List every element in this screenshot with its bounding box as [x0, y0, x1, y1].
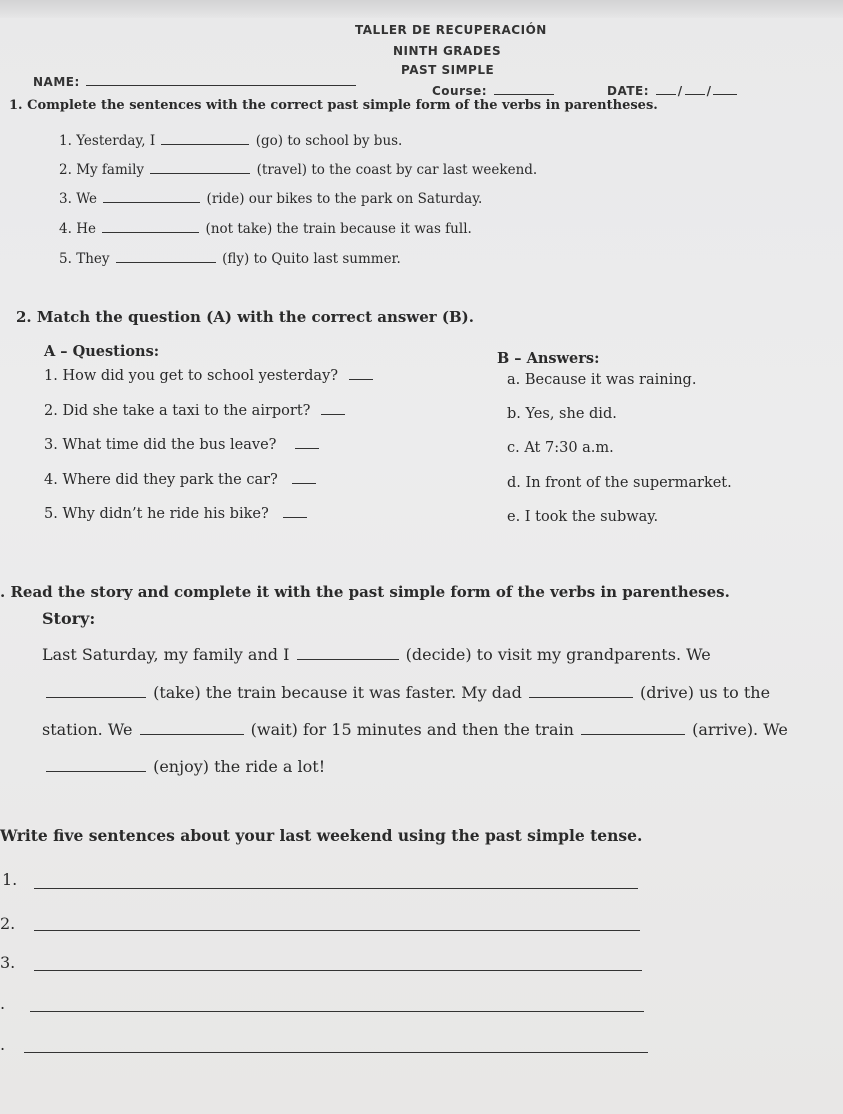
item-text-after: (go) to school by bus.: [255, 133, 403, 149]
answer-blank[interactable]: [116, 261, 216, 263]
item-text-before: My family: [76, 162, 145, 178]
writing-line-num-1: 1.: [2, 870, 18, 889]
answer-c: c. At 7:30 a.m.: [507, 440, 614, 456]
section1-instruction: 1. Complete the sentences with the correct past simple form of the verbs in parentheses.: [9, 98, 658, 113]
story-blank[interactable]: [46, 770, 146, 772]
s1-item-2: [59, 162, 537, 178]
story-line-3: [42, 720, 788, 739]
s1-item-3: [59, 191, 482, 207]
story-blank[interactable]: [140, 733, 244, 735]
item-number: 5.: [59, 251, 72, 267]
s1-item-4: [59, 221, 472, 237]
question-3: [44, 437, 321, 453]
name-label: NAME:: [33, 75, 80, 89]
match-blank[interactable]: [349, 378, 373, 380]
date-month-blank[interactable]: [685, 93, 705, 95]
item-text-after: (ride) our bikes to the park on Saturday.: [206, 191, 483, 207]
story-blank[interactable]: [297, 658, 399, 660]
story-blank[interactable]: [529, 696, 633, 698]
item-number: 3.: [59, 191, 72, 207]
item-text-before: He: [76, 221, 96, 237]
answer-blank[interactable]: [102, 231, 199, 233]
section3-instruction: . Read the story and complete it with the past simple form of the verbs in parentheses.: [0, 583, 730, 601]
story-text: (wait) for 15 minutes and then the train: [250, 720, 574, 739]
answers-column-title: B – Answers:: [497, 350, 600, 367]
question-1: [44, 368, 375, 384]
story-label: Story:: [42, 609, 96, 628]
date-field-row[interactable]: DATE: / /: [607, 84, 739, 98]
story-text: station. We: [42, 720, 133, 739]
match-blank[interactable]: [321, 413, 345, 415]
answer-a: a. Because it was raining.: [507, 372, 697, 388]
date-day-blank[interactable]: [656, 93, 676, 95]
date-label: DATE:: [607, 84, 649, 98]
story-line-2: [44, 683, 770, 702]
writing-line-4[interactable]: [30, 1011, 644, 1012]
course-blank[interactable]: [494, 93, 554, 95]
writing-line-1[interactable]: [34, 888, 638, 889]
story-text: (enjoy) the ride a lot!: [153, 757, 326, 776]
writing-line-2[interactable]: [34, 930, 640, 931]
item-text-before: They: [76, 251, 110, 267]
writing-line-num-2: 2.: [0, 914, 16, 933]
item-number: 1.: [59, 133, 72, 149]
story-text: (decide) to visit my grandparents. We: [405, 645, 711, 664]
answer-d: d. In front of the supermarket.: [507, 475, 732, 491]
question-2: [44, 403, 347, 419]
match-blank[interactable]: [283, 516, 307, 518]
answer-blank[interactable]: [103, 201, 200, 203]
item-number: 4.: [59, 221, 72, 237]
story-line-4: [44, 757, 325, 776]
question-5: [44, 506, 309, 522]
worksheet-title: TALLER DE RECUPERACIÓN: [355, 23, 547, 37]
answer-e: e. I took the subway.: [507, 509, 659, 525]
story-text: Last Saturday, my family and I: [42, 645, 290, 664]
grade-label: NINTH GRADES: [393, 44, 502, 58]
item-text-after: (travel) to the coast by car last weekend.: [256, 162, 538, 178]
match-blank[interactable]: [295, 447, 319, 449]
page-fold-shadow: [0, 0, 843, 18]
answer-blank[interactable]: [161, 143, 249, 145]
item-number: 2.: [59, 162, 72, 178]
topic-label: PAST SIMPLE: [401, 63, 495, 77]
item-text-before: We: [76, 191, 97, 207]
story-text: (take) the train because it was faster. My dad: [153, 683, 522, 702]
story-text: (drive) us to the: [640, 683, 771, 702]
story-line-1: [42, 645, 711, 664]
section4-instruction: Write five sentences about your last weekend using the past simple tense.: [0, 826, 643, 845]
writing-line-5[interactable]: [24, 1052, 648, 1053]
questions-column-title: A – Questions:: [44, 343, 160, 360]
story-text: (arrive). We: [692, 720, 788, 739]
story-blank[interactable]: [581, 733, 685, 735]
course-field-row[interactable]: [432, 84, 556, 98]
question-text: 5. Why didn’t he ride his bike?: [44, 506, 269, 522]
writing-line-3[interactable]: [34, 970, 642, 971]
question-text: 3. What time did the bus leave?: [44, 437, 277, 453]
question-text: 1. How did you get to school yesterday?: [44, 368, 339, 384]
answer-b: b. Yes, she did.: [507, 406, 617, 422]
item-text-after: (not take) the train because it was full.: [205, 221, 472, 237]
writing-line-num-3: 3.: [0, 953, 16, 972]
question-text: 2. Did she take a taxi to the airport?: [44, 403, 311, 419]
question-4: [44, 472, 318, 488]
question-text: 4. Where did they park the car?: [44, 472, 278, 488]
writing-line-num-4: .: [0, 994, 6, 1013]
story-blank[interactable]: [46, 696, 146, 698]
section2-instruction: 2. Match the question (A) with the correct answer (B).: [16, 308, 474, 326]
name-blank[interactable]: [86, 84, 356, 86]
name-field-row[interactable]: [33, 75, 358, 89]
course-label: Course:: [432, 84, 488, 98]
item-text-before: Yesterday, I: [76, 133, 156, 149]
s1-item-5: [59, 251, 401, 267]
item-text-after: (fly) to Quito last summer.: [222, 251, 401, 267]
s1-item-1: [59, 133, 402, 149]
writing-line-num-5: .: [0, 1035, 6, 1054]
answer-blank[interactable]: [150, 172, 250, 174]
date-year-blank[interactable]: [713, 93, 737, 95]
match-blank[interactable]: [292, 482, 316, 484]
